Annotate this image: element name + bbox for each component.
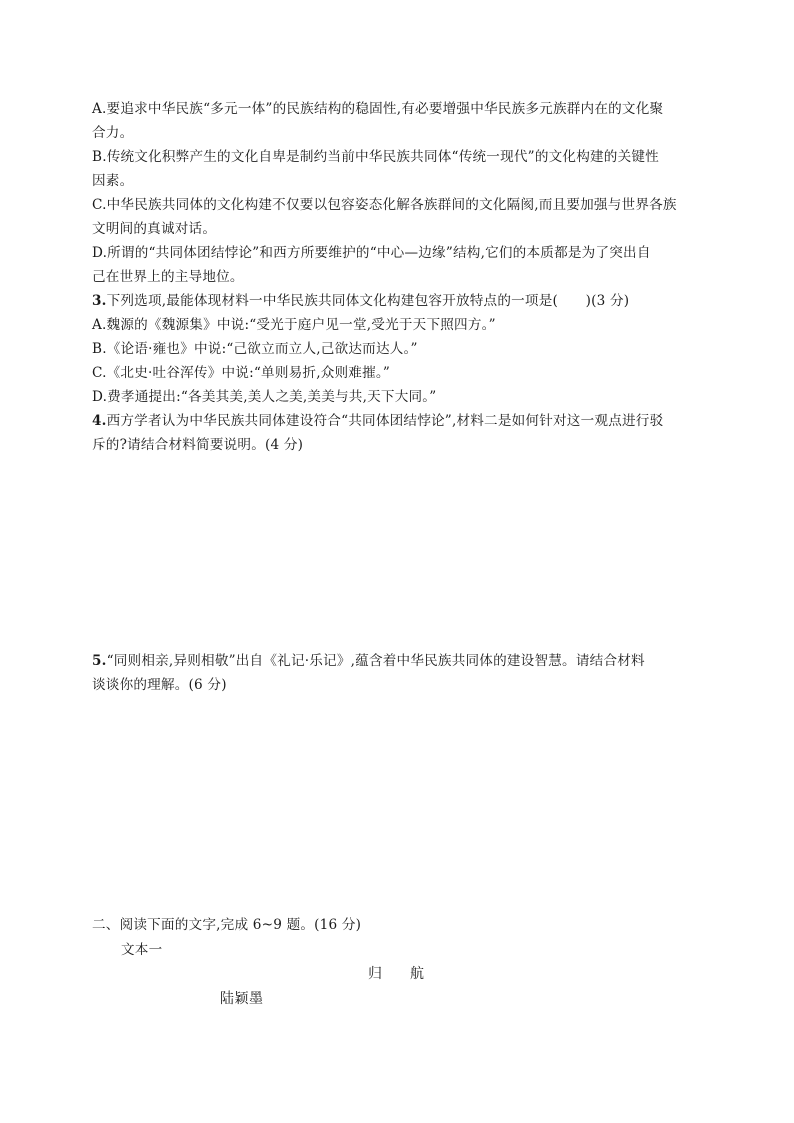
q3-option-c: C.《北史·吐谷浑传》中说:“单则易折,众则难摧。” [92,365,391,381]
q5-number: 5. [92,653,107,669]
q2-option-b-line1: B.传统文化积弊产生的文化自卑是制约当前中华民族共同体“传统一现代”的文化构建的关键性 [92,149,659,165]
q5-line1 [92,652,645,670]
story-title-char-2: 航 [410,966,426,982]
q3-option-b: B.《论语·雍也》中说:“己欲立而立人,己欲达而达人。” [92,341,418,357]
q2-option-c-line1: C.中华民族共同体的文化构建不仅要以包容姿态化解各族群间的文化隔阂,而且要加强与世界各族 [92,197,677,213]
section2-heading: 二、阅读下面的文字,完成 6~9 题。(16 分) [92,917,362,933]
q3-number: 3. [92,293,107,309]
q2-option-a-line2: 合力。 [92,125,134,141]
q2-option-c-line2: 文明间的真诚对话。 [92,221,217,237]
story-title-char-1: 归 [368,966,384,982]
text-one-label: 文本一 [121,942,163,958]
q2-option-b-line2: 因素。 [92,173,134,189]
q2-option-d-line1: D.所谓的“共同体团结悖论”和西方所要维护的“中心—边缘”结构,它们的本质都是为了突出自 [92,245,651,261]
q4-text-line1: 西方学者认为中华民族共同体建设符合“共同体团结悖论”,材料二是如何针对这一观点进行驳 [106,413,664,429]
q4-line2: 斥的?请结合材料简要说明。(4 分) [92,437,304,453]
q3-stem-text: 下列选项,最能体现材料一中华民族共同体文化构建包容开放特点的一项是( )(3 分) [106,293,630,309]
q2-option-d-line2: 己在世界上的主导地位。 [92,269,244,285]
q5-text-line1: “同则相亲,异则相敬”出自《礼记·乐记》,蕴含着中华民族共同体的建设智慧。请结合材料 [106,653,645,669]
q5-line2: 谈谈你的理解。(6 分) [92,677,227,693]
q4-number: 4. [92,413,107,429]
story-author: 陆颖墨 [220,991,264,1007]
q3-option-a: A.魏源的《魏源集》中说:“受光于庭户见一堂,受光于天下照四方。” [92,317,496,333]
q2-option-a-line1: A.要追求中华民族“多元一体”的民族结构的稳固性,有必要增强中华民族多元族群内在的文化聚 [92,101,664,117]
q3-option-d: D.费孝通提出:“各美其美,美人之美,美美与共,天下大同。” [92,389,437,405]
q4-line1 [92,412,663,430]
q3-stem [92,292,629,310]
